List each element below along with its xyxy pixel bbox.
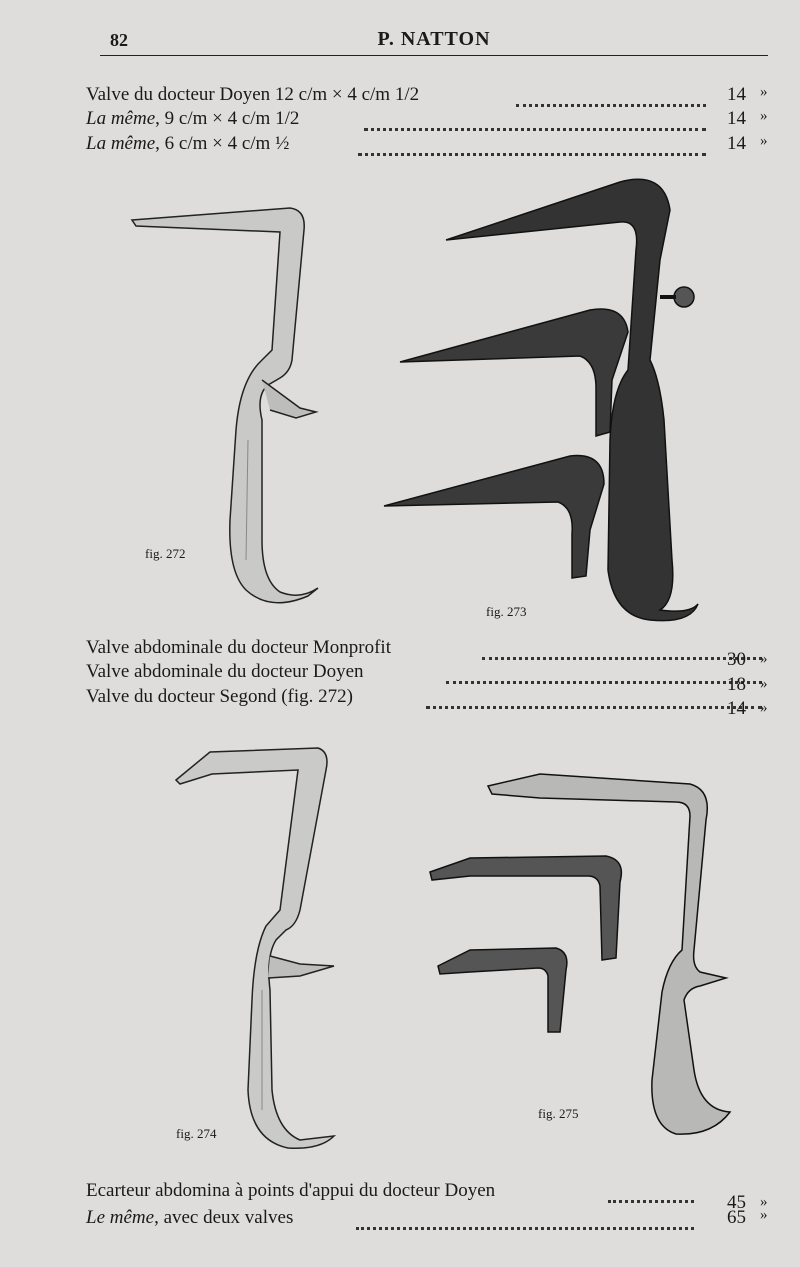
item-label-rest: , 9 c/m × 4 c/m 1/2 [155, 108, 300, 129]
currency-mark: » [760, 108, 768, 124]
item-label-rest: , 6 c/m × 4 c/m ½ [155, 133, 290, 154]
price-line [86, 637, 776, 670]
currency-mark: » [760, 1194, 768, 1210]
item-label: Valve du docteur Segond (fig. 272) [86, 686, 353, 707]
leader-dots [608, 1184, 694, 1203]
item-label: Ecarteur abdomina à points d'appui du docteur Doyen [86, 1180, 496, 1201]
item-label: Valve abdominale du docteur Monprofit [86, 637, 391, 658]
item-price: 14 [727, 108, 746, 129]
item-price: 30 [727, 649, 746, 670]
valve-set-illustration [384, 179, 698, 620]
valve-set-illustration [430, 774, 730, 1134]
currency-mark: » [760, 1207, 768, 1223]
price-line [86, 1207, 776, 1233]
fig-272-caption: fig. 272 [145, 546, 186, 561]
currency-mark: » [760, 676, 768, 692]
currency-mark: » [760, 133, 768, 149]
retractor-illustration [176, 748, 334, 1148]
price-line [86, 661, 776, 695]
item-price: 14 [727, 698, 746, 719]
italic-label: La même [86, 133, 156, 154]
page-number: 82 [110, 30, 128, 50]
leader-dots [446, 665, 762, 684]
fig-274-caption: fig. 274 [176, 1126, 217, 1141]
currency-mark: » [760, 651, 768, 667]
italic-label: La même [86, 108, 156, 129]
item-price: 45 [727, 1192, 746, 1213]
item-label: Valve abdominale du docteur Doyen [86, 661, 364, 682]
figures-274-275 [0, 730, 800, 1160]
fig-273-caption: fig. 273 [486, 604, 527, 619]
italic-label: Le même [86, 1207, 155, 1228]
item-label-rest: , avec deux valves [154, 1207, 294, 1228]
price-line [86, 1180, 776, 1213]
currency-mark: » [760, 700, 768, 716]
running-head: P. NATTON [377, 28, 491, 50]
item-label: Valve du docteur Doyen 12 c/m × 4 c/m 1/2 [86, 84, 420, 105]
item-label [86, 1207, 295, 1229]
item-price: 18 [727, 674, 746, 695]
item-price: 14 [727, 133, 746, 154]
item-price: 65 [727, 1207, 746, 1228]
price-line [86, 686, 776, 719]
leader-dots [356, 1211, 694, 1230]
retractor-illustration [132, 208, 318, 603]
leader-dots [426, 690, 762, 709]
fig-275-caption: fig. 275 [538, 1106, 579, 1121]
currency-mark: » [760, 84, 768, 100]
item-price: 14 [727, 84, 746, 105]
